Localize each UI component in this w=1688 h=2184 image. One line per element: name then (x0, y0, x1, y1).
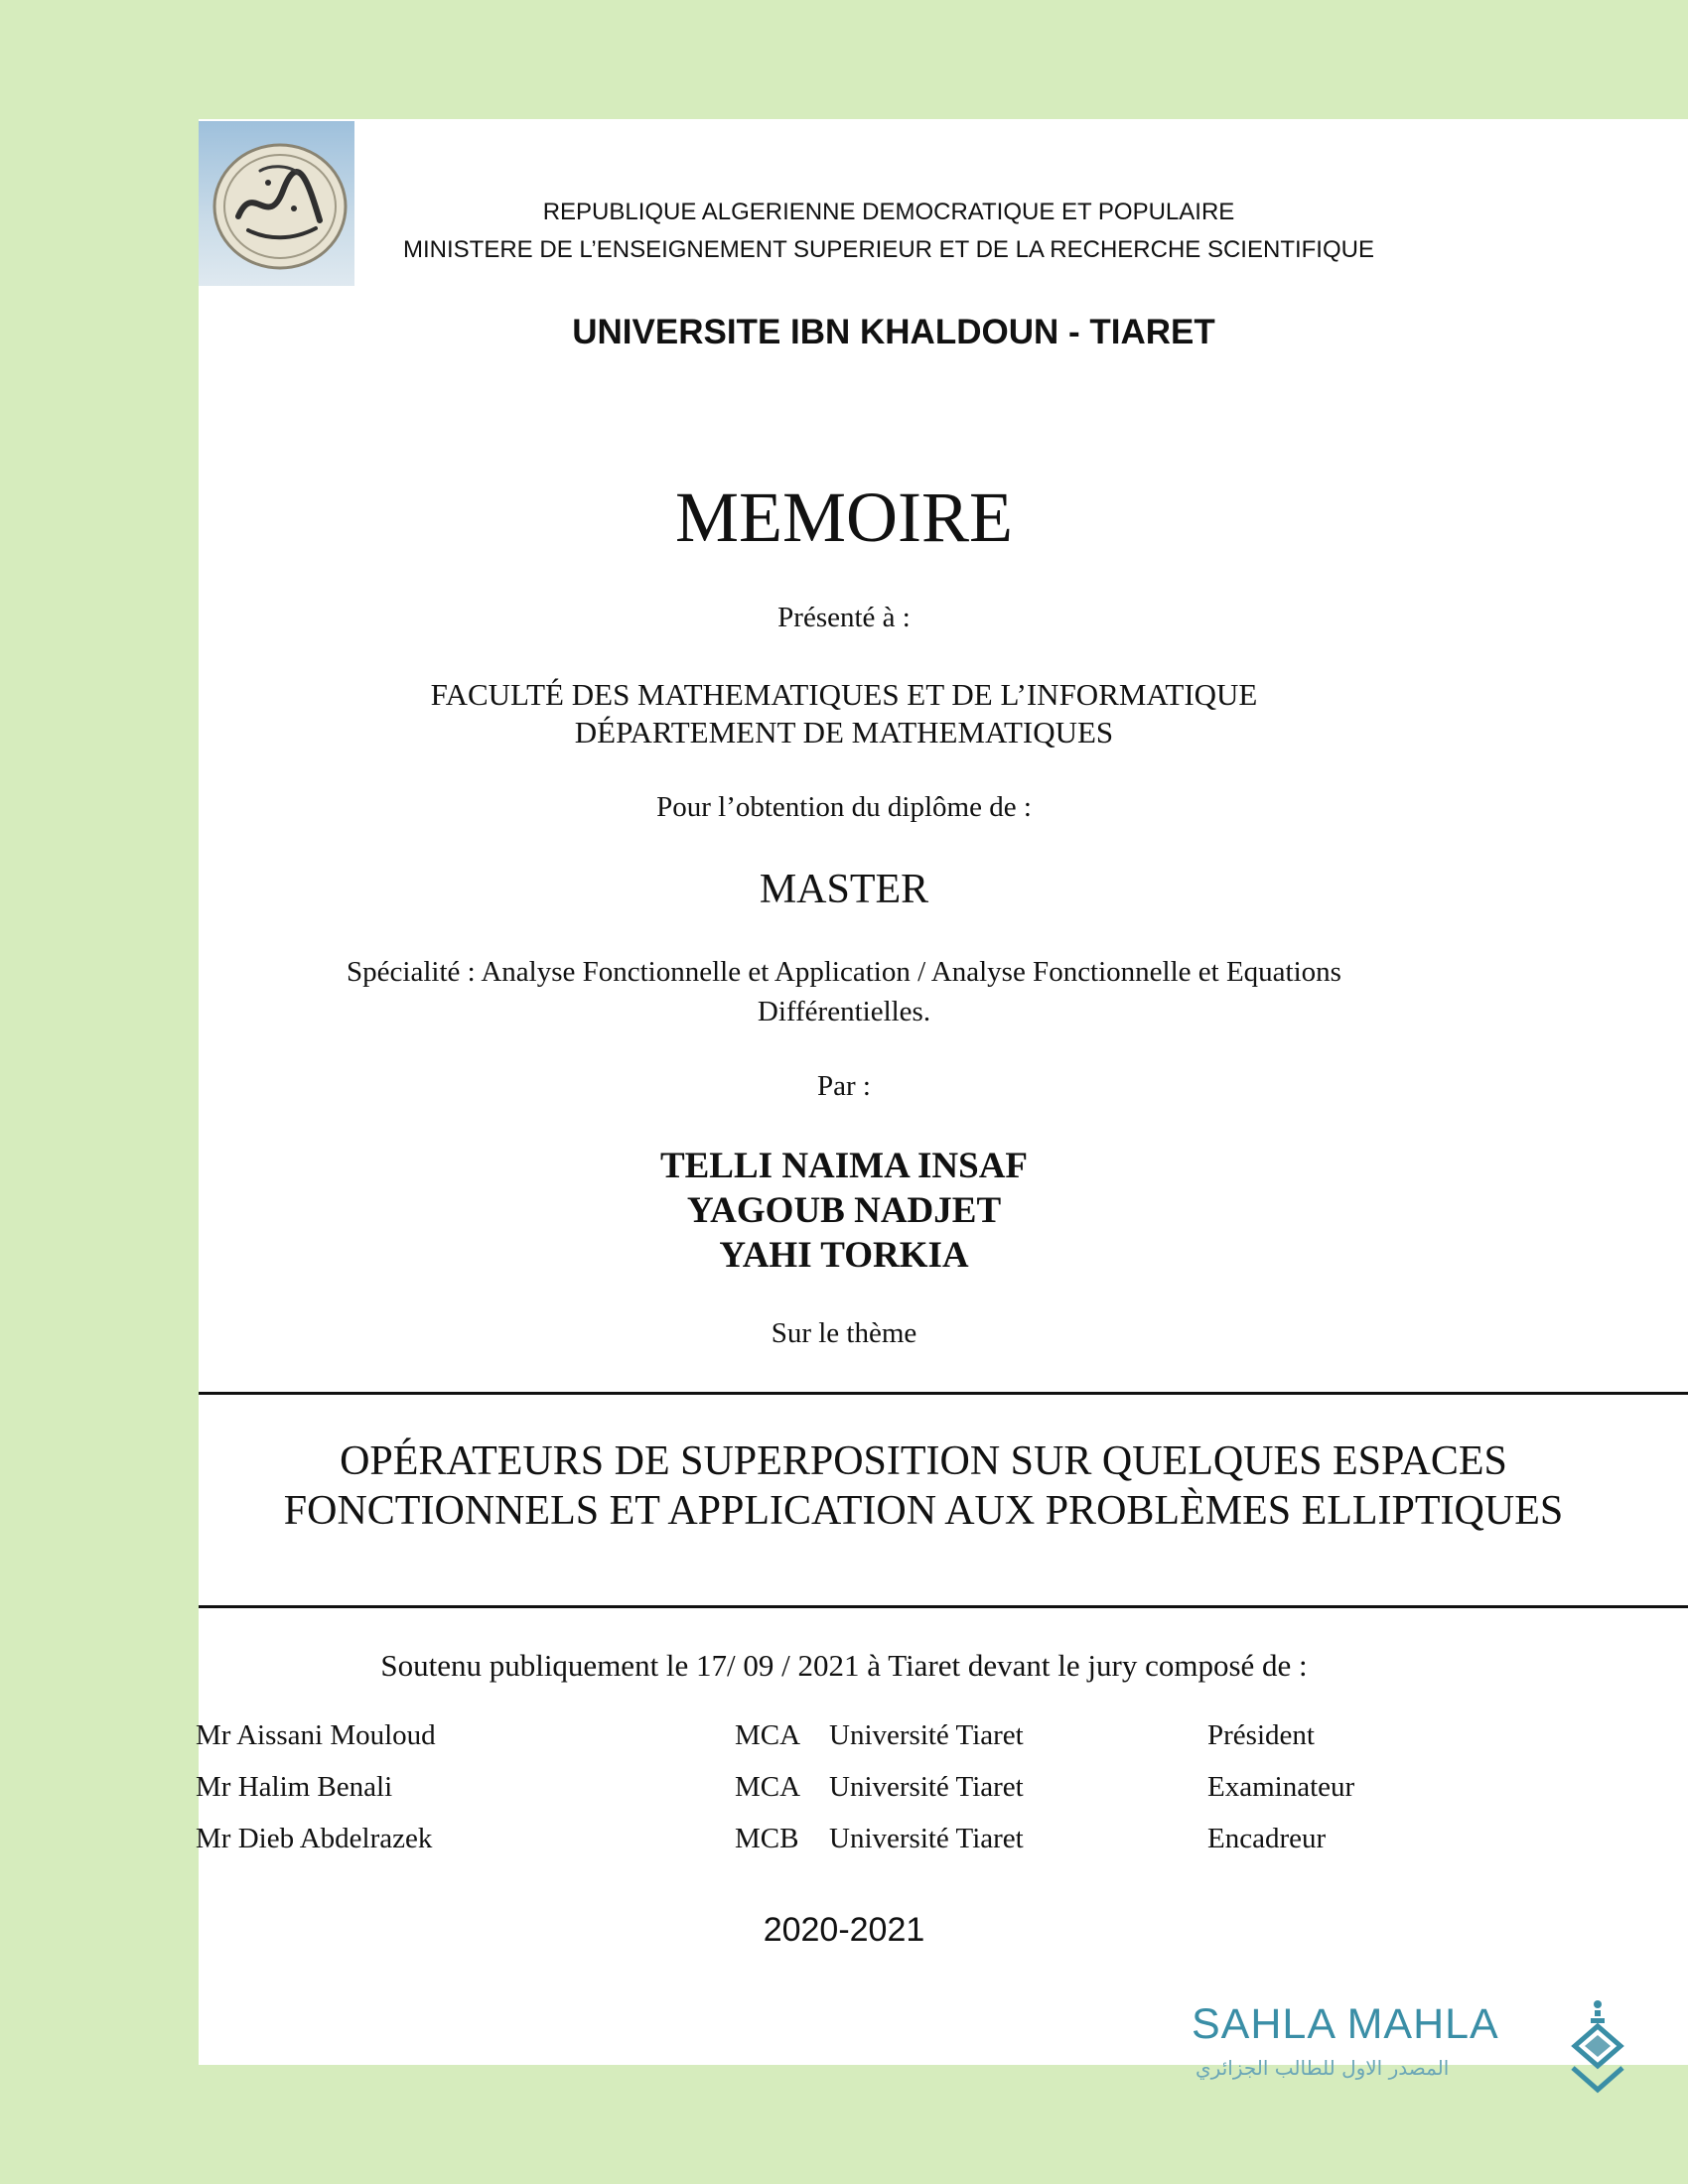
jury-grade: MCB (735, 1823, 799, 1854)
speciality-line-1: Spécialité : Analyse Fonctionnelle et Application / Analyse Fonctionnelle et Equations (347, 956, 1341, 988)
jury-institution: Université Tiaret (829, 1823, 1024, 1854)
watermark-brand: SAHLA MAHLA (1192, 2000, 1499, 2048)
author-name: YAGOUB NADJET (686, 1190, 1002, 1231)
jury-institution: Université Tiaret (829, 1719, 1024, 1751)
academic-year: 2020-2021 (763, 1911, 925, 1949)
watermark-tagline: المصدر الاول للطالب الجزائري (1196, 2056, 1450, 2080)
by-label: Par : (817, 1070, 871, 1102)
jury-grade: MCA (735, 1771, 801, 1803)
sahla-mahla-emblem-icon (1569, 1998, 1626, 2096)
jury-role: Encadreur (1207, 1823, 1327, 1854)
jury-role: Examinateur (1207, 1771, 1355, 1803)
title-top-rule (199, 1392, 1688, 1395)
faculty-name: FACULTÉ DES MATHEMATIQUES ET DE L’INFORMATIQUE (430, 677, 1258, 712)
jury-name: Mr Dieb Abdelrazek (196, 1823, 433, 1854)
thesis-title-line-2: FONCTIONNELS ET APPLICATION AUX PROBLÈMES ELLIPTIQUES (283, 1488, 1564, 1534)
jury-name: Mr Halim Benali (196, 1771, 393, 1803)
university-name: UNIVERSITE IBN KHALDOUN - TIARET (572, 313, 1215, 351)
degree-intro: Pour l’obtention du diplôme de : (656, 791, 1032, 823)
jury-name: Mr Aissani Mouloud (196, 1719, 436, 1751)
ministry-heading: MINISTERE DE L’ENSEIGNEMENT SUPERIEUR ET DE LA RECHERCHE SCIENTIFIQUE (403, 236, 1374, 263)
author-name: TELLI NAIMA INSAF (659, 1146, 1029, 1186)
sahla-mahla-watermark (1192, 2000, 1628, 2110)
speciality-line-2: Différentielles. (757, 996, 931, 1027)
author-name: YAHI TORKIA (719, 1235, 969, 1276)
thesis-title-line-1: OPÉRATEURS DE SUPERPOSITION SUR QUELQUES ESPACES (340, 1438, 1507, 1484)
document-type: MEMOIRE (675, 478, 1013, 557)
republic-heading: REPUBLIQUE ALGERIENNE DEMOCRATIQUE ET POPULAIRE (542, 199, 1235, 225)
title-bottom-rule (199, 1605, 1688, 1608)
jury-institution: Université Tiaret (829, 1771, 1024, 1803)
defense-statement: Soutenu publiquement le 17/ 09 / 2021 à Tiaret devant le jury composé de : (380, 1648, 1308, 1683)
jury-role: Président (1207, 1719, 1315, 1751)
presented-to-label: Présenté à : (777, 602, 911, 633)
degree-name: MASTER (759, 867, 929, 912)
department-name: DÉPARTEMENT DE MATHEMATIQUES (574, 715, 1114, 750)
top-border-band (199, 0, 1688, 119)
theme-label: Sur le thème (771, 1317, 917, 1349)
jury-grade: MCA (735, 1719, 801, 1751)
